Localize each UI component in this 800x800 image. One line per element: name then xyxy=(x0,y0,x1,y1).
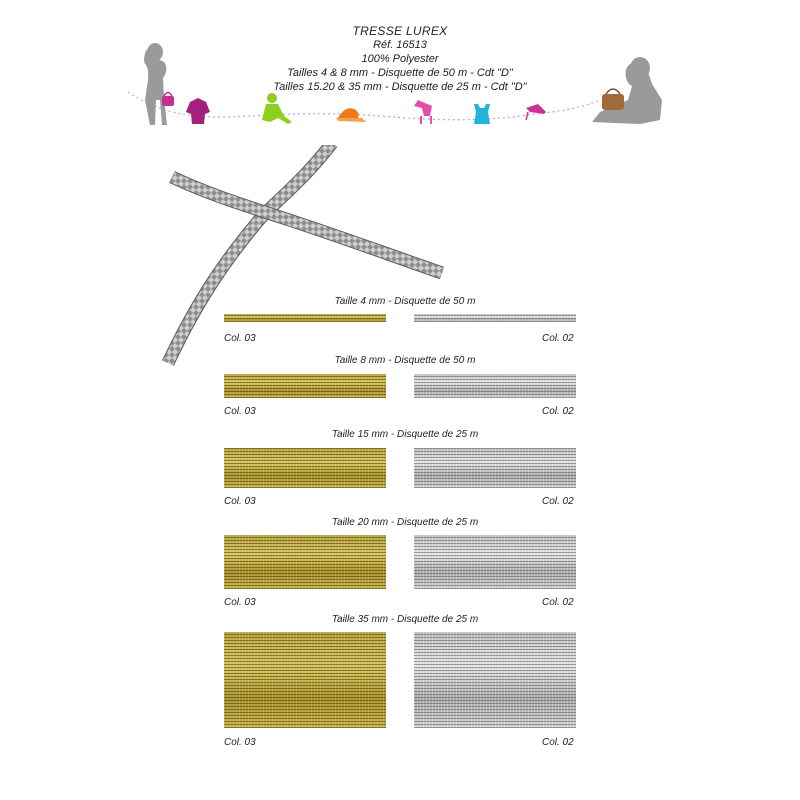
high-heel-icon xyxy=(526,104,546,120)
section-title-15mm: Taille 15 mm - Disquette de 25 m xyxy=(331,429,479,440)
section-title-20mm: Taille 20 mm - Disquette de 25 m xyxy=(331,517,479,528)
color-label-left-20mm: Col. 03 xyxy=(224,597,256,608)
color-label-right-4mm: Col. 02 xyxy=(542,333,574,344)
color-label-left-35mm: Col. 03 xyxy=(224,737,256,748)
section-title-35mm: Taille 35 mm - Disquette de 25 m xyxy=(331,614,479,625)
section-title-4mm: Taille 4 mm - Disquette de 50 m xyxy=(334,296,476,307)
chair-icon xyxy=(414,100,432,124)
product-reference: Réf. 16513 xyxy=(373,39,427,51)
color-label-right-8mm: Col. 02 xyxy=(542,406,574,417)
sizes-line-1: Tailles 4 & 8 mm - Disquette de 50 m - Cdt "D" xyxy=(287,67,513,79)
sizes-line-2: Tailles 15.20 & 35 mm - Disquette de 25 m - Cdt "D" xyxy=(273,81,527,93)
cap-icon xyxy=(336,108,366,122)
tank-top-icon xyxy=(474,104,490,124)
color-label-right-15mm: Col. 02 xyxy=(542,496,574,507)
header-banner xyxy=(0,0,800,140)
crossed-braid-illustration xyxy=(160,145,460,370)
swatch-gold-15mm xyxy=(224,448,386,488)
swatch-silver-15mm xyxy=(414,448,576,488)
color-label-right-20mm: Col. 02 xyxy=(542,597,574,608)
shirt-icon xyxy=(186,98,210,124)
swatch-silver-8mm xyxy=(414,374,576,398)
swatch-gold-8mm xyxy=(224,374,386,398)
swatch-gold-20mm xyxy=(224,535,386,589)
lime-figure-icon xyxy=(262,93,292,124)
product-material: 100% Polyester xyxy=(361,53,439,65)
swatch-silver-20mm xyxy=(414,535,576,589)
product-title: TRESSE LUREX xyxy=(352,24,448,38)
color-label-left-15mm: Col. 03 xyxy=(224,496,256,507)
swatch-gold-4mm xyxy=(224,314,386,322)
swatch-gold-35mm xyxy=(224,632,386,728)
color-label-right-35mm: Col. 02 xyxy=(542,737,574,748)
product-title-block xyxy=(0,24,800,94)
color-label-left-8mm: Col. 03 xyxy=(224,406,256,417)
swatch-silver-4mm xyxy=(414,314,576,322)
swatch-silver-35mm xyxy=(414,632,576,728)
color-label-left-4mm: Col. 03 xyxy=(224,333,256,344)
section-title-8mm: Taille 8 mm - Disquette de 50 m xyxy=(334,355,476,366)
